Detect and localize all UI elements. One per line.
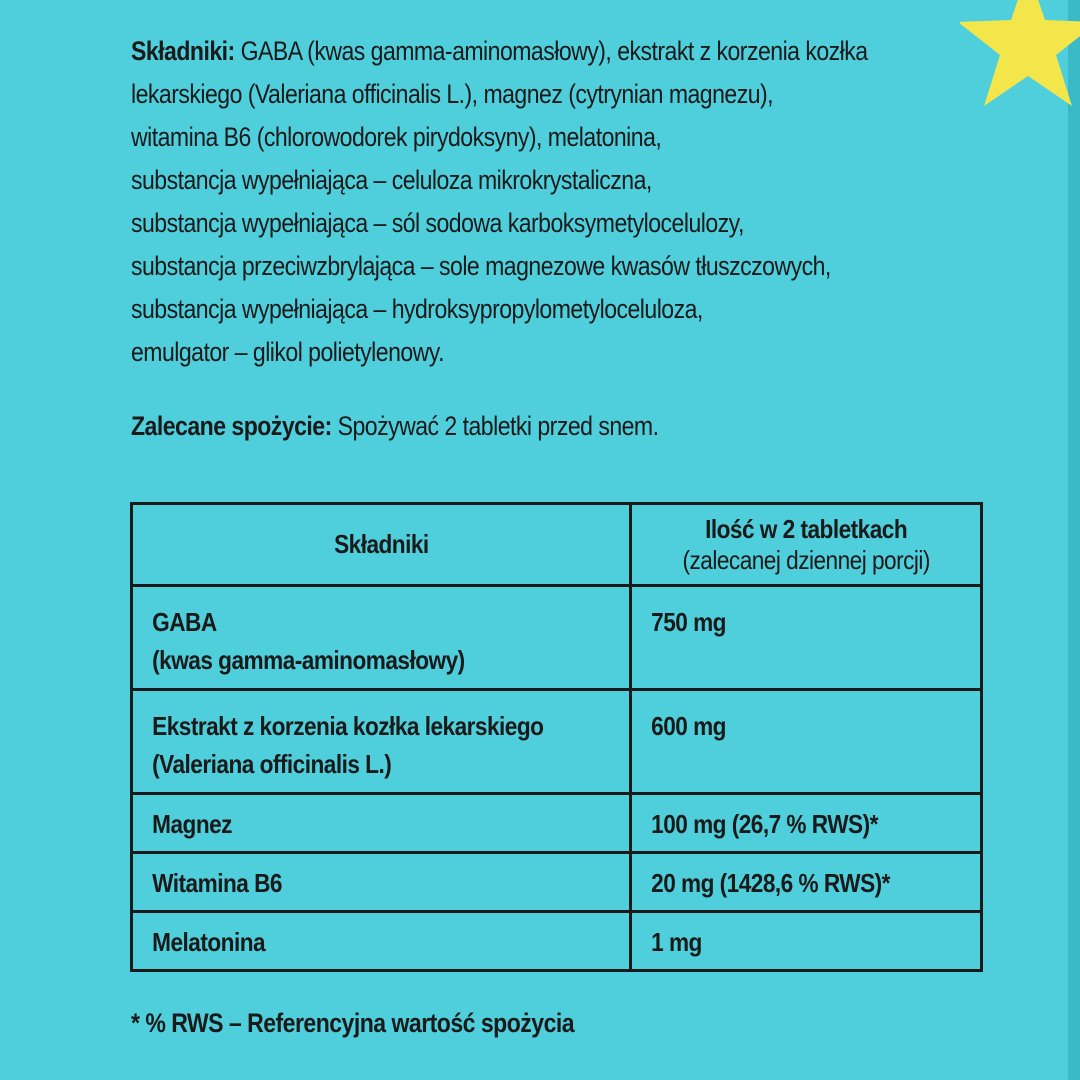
amount-cell (631, 912, 982, 971)
amount-value: 20 mg (1428,6 % RWS)* (651, 868, 890, 898)
ingredient-cell (132, 912, 631, 971)
table-row (132, 912, 982, 971)
ingredient-name: Ekstrakt z korzenia kozłka lekarskiego (152, 711, 544, 741)
ingredients-text: GABA (kwas gamma-aminomasłowy), ekstrakt z korzenia kozłka (240, 36, 868, 66)
dosage-text: Spożywać 2 tabletki przed snem. (337, 411, 659, 441)
ingredient-cell (132, 794, 631, 853)
header-amount-title: Ilość w 2 tabletkach (705, 513, 908, 544)
ingredient-subname: (Valeriana officinalis L.) (152, 749, 392, 779)
dosage-label: Zalecane spożycie: (131, 411, 332, 441)
ingredient-subname: (kwas gamma-aminomasłowy) (152, 645, 465, 675)
ingredients-label: Składniki: (131, 36, 235, 66)
ingredients-section (131, 30, 879, 374)
dosage-section (131, 405, 659, 448)
ingredient-name: Melatonina (152, 927, 266, 957)
ingredients-line: substancja wypełniająca – celuloza mikrokrystaliczna, (131, 165, 652, 195)
ingredient-name: Witamina B6 (152, 868, 282, 898)
amount-value: 1 mg (651, 927, 702, 957)
header-ingredients (132, 504, 631, 586)
ingredients-line: substancja wypełniająca – hydroksypropylometyloceluloza, (131, 294, 703, 324)
ingredient-cell (132, 586, 631, 690)
nutrition-table (130, 502, 983, 972)
table-row (132, 586, 982, 690)
header-ingredients-label: Składniki (333, 529, 429, 559)
amount-cell (631, 586, 982, 690)
table-row (132, 794, 982, 853)
amount-value: 750 mg (651, 607, 727, 637)
ingredient-name: GABA (152, 607, 217, 637)
ingredients-line: emulgator – glikol polietylenowy. (131, 337, 444, 367)
ingredient-cell (132, 853, 631, 912)
amount-cell (631, 853, 982, 912)
table-header-row (132, 504, 982, 586)
ingredients-line (131, 30, 879, 73)
right-edge-strip (1068, 0, 1080, 1080)
ingredient-cell (132, 690, 631, 794)
table-row (132, 853, 982, 912)
header-amount-subtitle: (zalecanej dziennej porcji) (682, 544, 930, 575)
ingredients-line: substancja przeciwzbrylająca – sole magnezowe kwasów tłuszczowych, (131, 251, 831, 281)
header-amount (631, 504, 982, 586)
table-row (132, 690, 982, 794)
star-icon (960, 0, 1080, 110)
amount-cell (631, 690, 982, 794)
ingredients-line: witamina B6 (chlorowodorek pirydoksyny), melatonina, (131, 122, 662, 152)
amount-value: 100 mg (26,7 % RWS)* (651, 809, 878, 839)
amount-cell (631, 794, 982, 853)
footnote: * % RWS – Referencyjna wartość spożycia (131, 1008, 575, 1038)
ingredient-name: Magnez (152, 809, 232, 839)
ingredients-line: lekarskiego (Valeriana officinalis L.), magnez (cytrynian magnezu), (131, 79, 774, 109)
amount-value: 600 mg (651, 711, 727, 741)
ingredients-line: substancja wypełniająca – sól sodowa karboksymetylocelulozy, (131, 208, 744, 238)
